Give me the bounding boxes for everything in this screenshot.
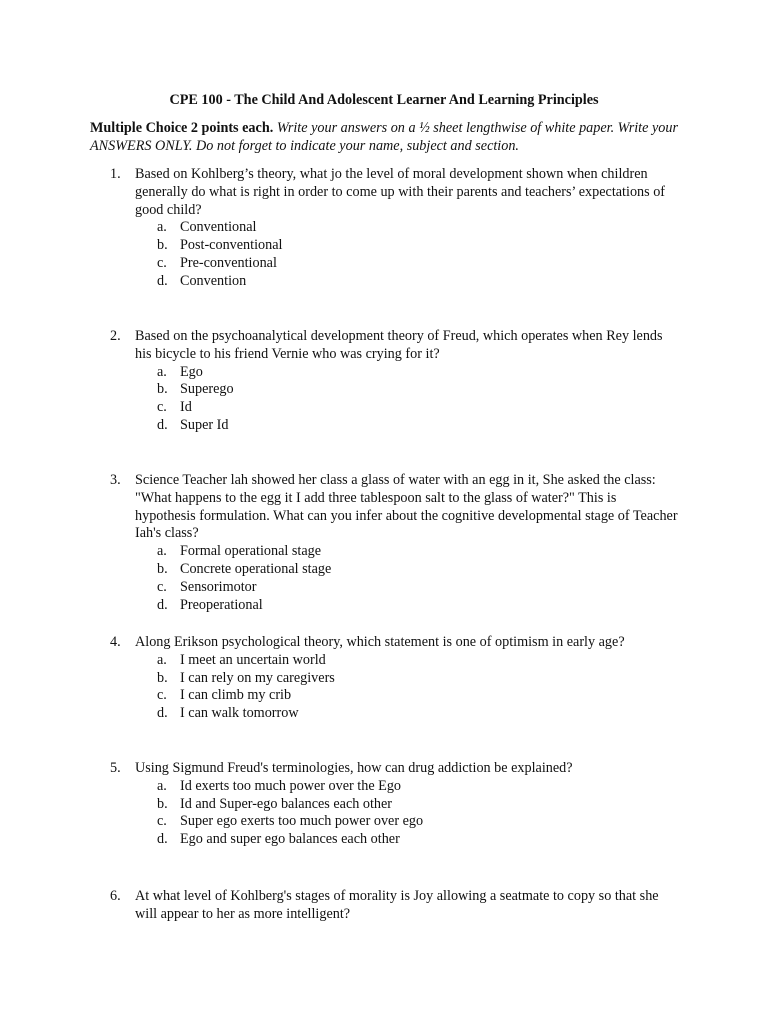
question-2 (110, 328, 680, 435)
option-text: Ego and super ego balances each other (180, 831, 400, 848)
option-c (110, 579, 680, 597)
option-text: Preoperational (180, 596, 263, 613)
option-text: I can rely on my caregivers (180, 669, 335, 686)
option-letter: a. (157, 219, 167, 236)
option-text: Convention (180, 272, 247, 289)
option-letter: b. (157, 560, 168, 577)
option-text: Formal operational stage (180, 543, 322, 560)
option-text: Pre-conventional (180, 254, 277, 271)
option-text: Id and Super-ego balances each other (180, 795, 393, 812)
option-letter: a. (157, 543, 167, 560)
options-list (110, 219, 680, 290)
option-letter: d. (157, 596, 168, 613)
options-list (110, 543, 680, 614)
question-5 (110, 760, 680, 849)
instructions (90, 120, 680, 156)
option-c (110, 687, 680, 705)
instructions-note: Write your answers on a ½ sheet lengthwise of white paper. Write your ANSWERS ONLY. Do not forget to indicate your name, subject and section. (90, 120, 678, 154)
option-letter: d. (157, 272, 168, 289)
instructions-lead: Multiple Choice 2 points each. (90, 120, 274, 136)
option-text: Id exerts too much power over the Ego (180, 777, 402, 794)
option-letter: d. (157, 705, 168, 722)
option-text: Post-conventional (180, 237, 283, 254)
option-letter: d. (157, 831, 168, 848)
option-letter: d. (157, 416, 168, 433)
question-text: Science Teacher lah showed her class a glass of water with an egg in it, She asked the class: "What happens to the egg it I add three tablespoon salt to the glass of water?" This is hypothesis formulation. What can you infer about the cognitive developmental stage of Teacher Iah's class? (135, 472, 678, 542)
option-b (110, 670, 680, 688)
question-1 (110, 166, 680, 291)
option-letter: c. (157, 687, 167, 704)
question-4 (110, 634, 680, 723)
option-d (110, 417, 680, 435)
option-letter: b. (157, 669, 168, 686)
option-letter: b. (157, 795, 168, 812)
option-text: Id (180, 399, 192, 416)
question-text: At what level of Kohlberg's stages of morality is Joy allowing a seatmate to copy so that she will appear to her as more intelligent? (135, 888, 659, 922)
option-c (110, 399, 680, 417)
option-a (110, 778, 680, 796)
option-a (110, 652, 680, 670)
option-d (110, 705, 680, 723)
option-text: I can climb my crib (180, 687, 292, 704)
options-list (110, 778, 680, 849)
option-text: Super Id (180, 416, 229, 433)
option-letter: c. (157, 578, 167, 595)
options-list (110, 652, 680, 723)
option-d (110, 597, 680, 615)
question-text: Along Erikson psychological theory, which statement is one of optimism in early age? (135, 634, 625, 650)
option-b (110, 561, 680, 579)
option-letter: c. (157, 813, 167, 830)
option-text: Superego (180, 381, 234, 398)
question-number: 3. (110, 472, 121, 488)
option-letter: a. (157, 651, 167, 668)
question-number: 5. (110, 760, 121, 776)
option-c (110, 813, 680, 831)
option-b (110, 237, 680, 255)
option-a (110, 543, 680, 561)
option-d (110, 273, 680, 291)
option-text: Super ego exerts too much power over ego (180, 813, 424, 830)
option-letter: c. (157, 254, 167, 271)
option-text: Sensorimotor (180, 578, 257, 595)
question-number: 2. (110, 328, 121, 344)
question-text: Based on Kohlberg’s theory, what jo the level of moral development shown when children generally do what is right in order to come up with their parents and teachers’ expectations of good child? (135, 166, 666, 218)
option-a (110, 219, 680, 237)
question-text: Using Sigmund Freud's terminologies, how can drug addiction be explained? (135, 760, 573, 776)
option-letter: b. (157, 381, 168, 398)
option-text: Conventional (180, 219, 257, 236)
question-number: 4. (110, 634, 121, 650)
question-6 (110, 888, 680, 924)
option-c (110, 255, 680, 273)
option-text: I meet an uncertain world (180, 651, 326, 668)
option-d (110, 831, 680, 849)
question-number: 6. (110, 888, 121, 904)
option-text: Ego (180, 363, 203, 380)
option-a (110, 364, 680, 382)
options-list (110, 364, 680, 435)
option-b (110, 796, 680, 814)
option-letter: a. (157, 777, 167, 794)
page-title: CPE 100 - The Child And Adolescent Learner And Learning Principles (169, 92, 599, 108)
question-3 (110, 472, 680, 614)
option-letter: c. (157, 399, 167, 416)
option-b (110, 381, 680, 399)
option-letter: a. (157, 363, 167, 380)
question-number: 1. (110, 166, 121, 182)
option-text: Concrete operational stage (180, 560, 332, 577)
option-text: I can walk tomorrow (180, 705, 299, 722)
option-letter: b. (157, 237, 168, 254)
question-text: Based on the psychoanalytical development theory of Freud, which operates when Rey lends his bicycle to his friend Vernie who was crying for it? (135, 328, 663, 362)
